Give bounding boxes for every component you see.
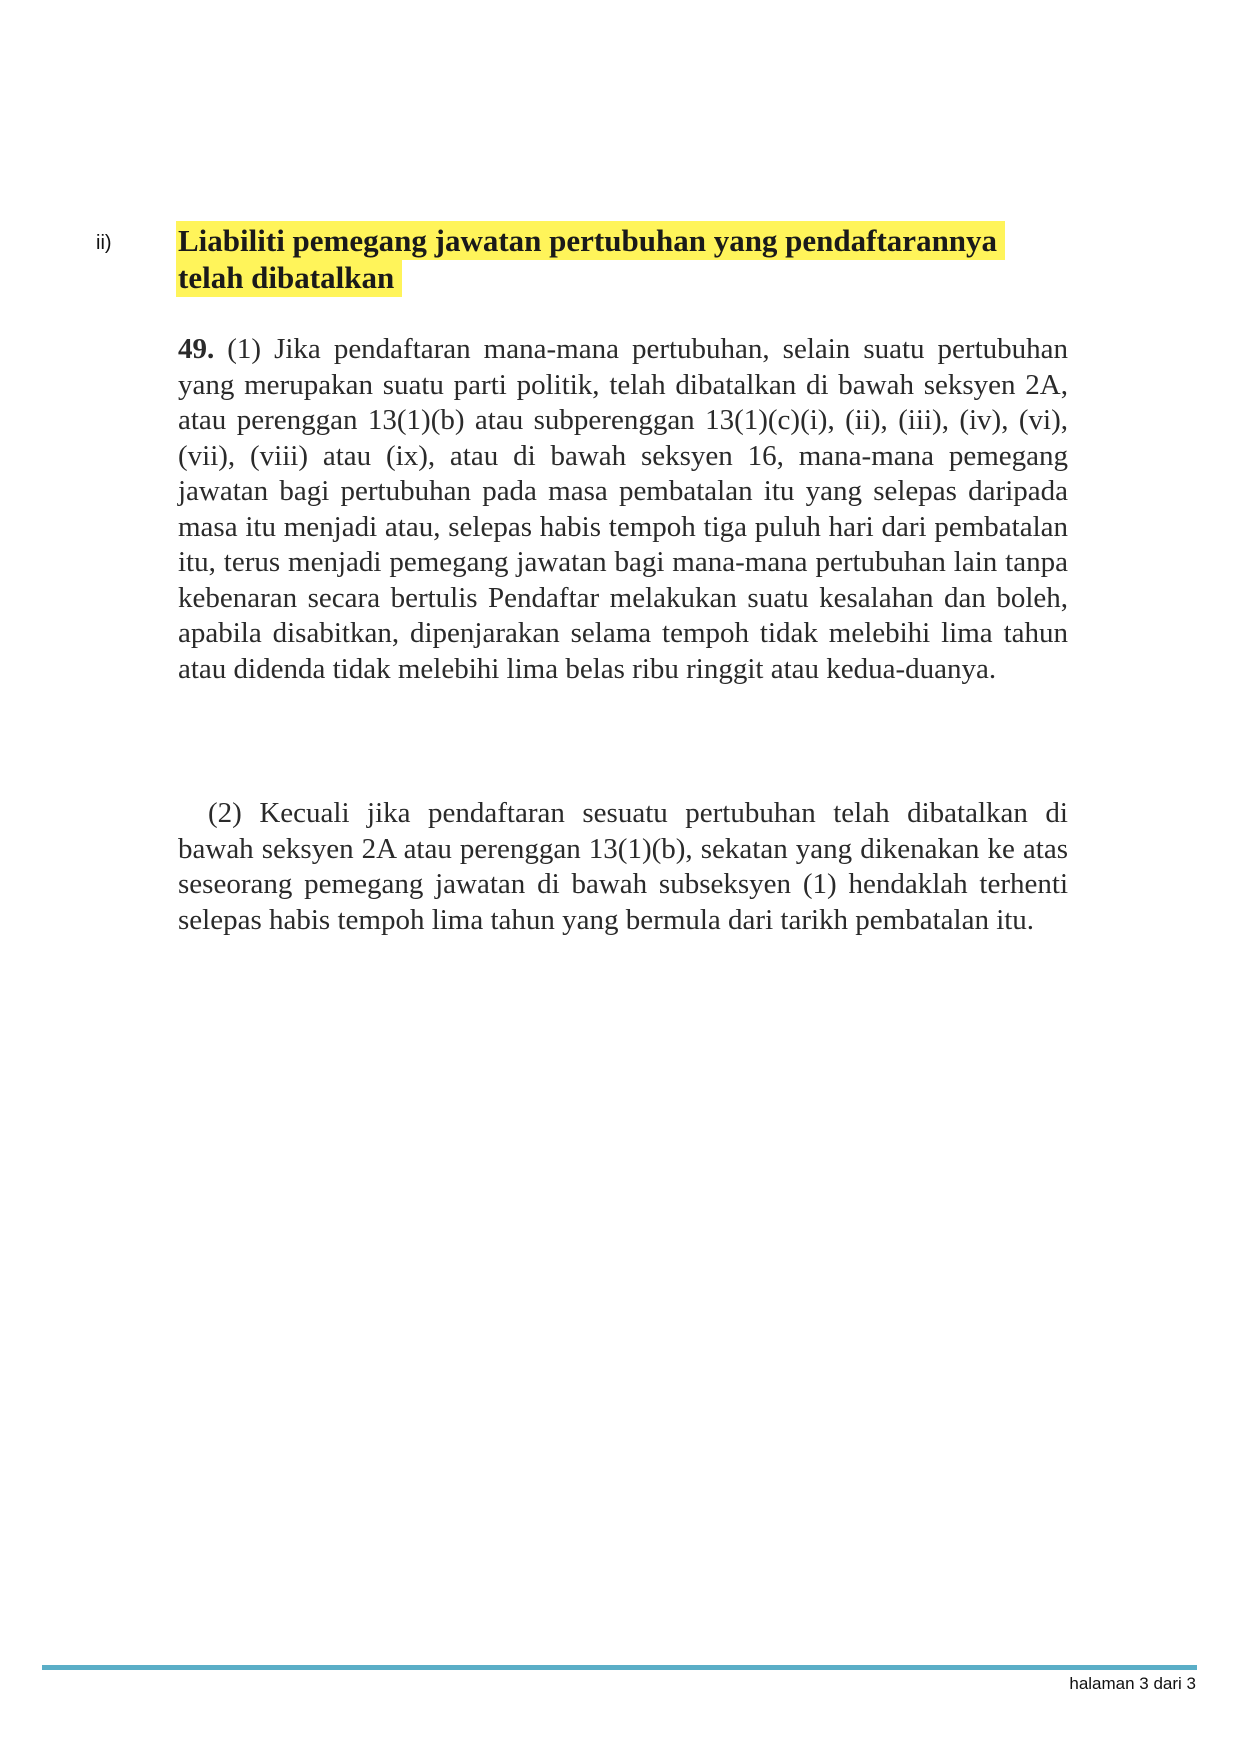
- paragraph-1: [178, 332, 1068, 687]
- page-number: halaman 3 dari 3: [1069, 1674, 1196, 1693]
- item-marker: ii): [96, 232, 112, 254]
- section-heading: [176, 222, 1076, 296]
- paragraph-2: [178, 796, 1068, 938]
- highlighted-heading-line-2: telah dibatalkan: [176, 258, 402, 297]
- paragraph-2-text: (2) Kecuali jika pendaftaran sesuatu pertubuhan telah dibatalkan di bawah seksyen 2A atau perenggan 13(1)(b), sekatan yang dikenakan ke atas seseorang pemegang jawatan di bawah subseksyen (1) hendaklah terhenti selepas habis tempoh lima tahun yang bermula dari tarikh pembatalan itu.: [178, 797, 1068, 936]
- highlighted-heading-line-1: Liabiliti pemegang jawatan pertubuhan yang pendaftarannya: [176, 221, 1005, 260]
- footer-rule: [42, 1665, 1197, 1670]
- section-number: 49.: [178, 333, 215, 365]
- paragraph-1-text: (1) Jika pendaftaran mana-mana pertubuhan, selain suatu pertubuhan yang merupakan suatu parti politik, telah dibatalkan di bawah seksyen 2A, atau perenggan 13(1)(b) atau subperenggan 13(1)(c)(i), (ii), (iii), (iv), (vi), (vii), (viii) atau (ix), atau di bawah seksyen 16, mana-mana pemegang jawatan bagi pertubuhan pada masa pembatalan itu yang selepas daripada masa itu menjadi atau, selepas habis tempoh tiga puluh hari dari pembatalan itu, terus menjadi pemegang jawatan bagi mana-mana pertubuhan lain tanpa kebenaran secara bertulis Pendaftar melakukan suatu kesalahan dan boleh, apabila disabitkan, dipenjarakan selama tempoh tidak melebihi lima tahun atau didenda tidak melebihi lima belas ribu ringgit atau kedua-duanya.: [178, 333, 1069, 685]
